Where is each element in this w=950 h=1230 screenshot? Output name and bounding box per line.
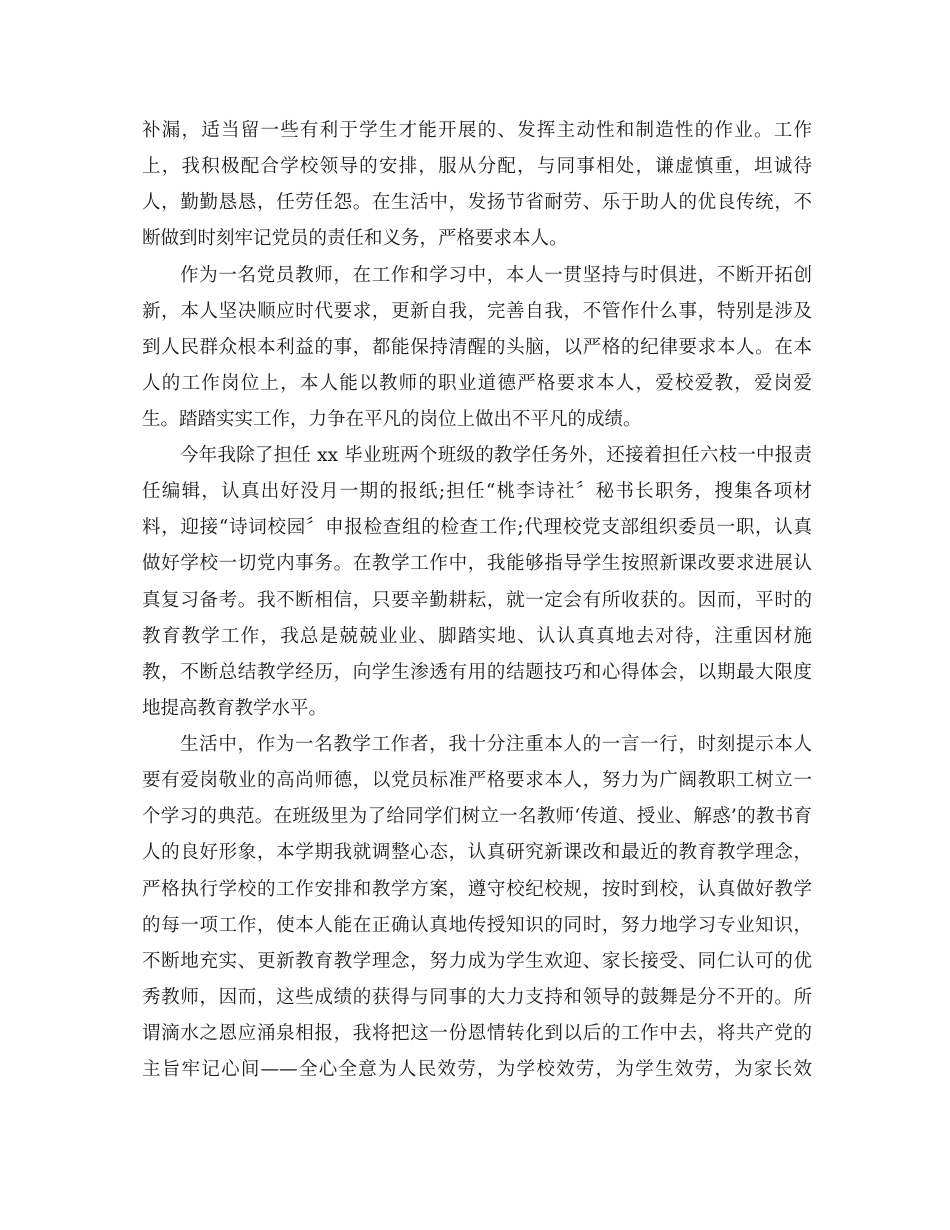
text-line: 任编辑，认真出好没月一期的报纸;担任“桃李诗社〞秘书长职务，搜集各项材: [142, 481, 812, 502]
text-line: 生。踏踏实实工作，力争在平凡的岗位上做出不平凡的成绩。: [142, 409, 642, 430]
text-line: 教育教学工作，我总是兢兢业业、脚踏实地、认认真真地去对待，注重因材施: [142, 626, 812, 647]
text-line: 个学习的典范。在班级里为了给同学们树立一名教师‘传道、授业、解惑’的教书育: [142, 806, 812, 827]
text-line: 要有爱岗敬业的高尚师德，以党员标准严格要求本人，努力为广阔教职工树立一: [142, 770, 812, 791]
text-line: 补漏，适当留一些有利于学生才能开展的、发挥主动性和制造性的作业。工作: [142, 120, 812, 141]
text-line: 新，本人坚决顺应时代要求，更新自我，完善自我，不管作什么事，特别是涉及: [142, 301, 812, 322]
text-line: 上，我积极配合学校领导的安排，服从分配，与同事相处，谦虚慎重，坦诚待: [142, 156, 812, 177]
paragraph-first-line: 作为一名党员教师，在工作和学习中，本人一贯坚持与时俱进，不断开拓创: [180, 265, 812, 286]
text-line: 地提高教育教学水平。: [142, 698, 328, 719]
text-line: 人的工作岗位上，本人能以教师的职业道德严格要求本人，爱校爱教，爱岗爱: [142, 373, 812, 394]
text-line: 人的良好形象，本学期我就调整心态，认真研究新课改和最近的教育教学理念，: [142, 842, 812, 863]
text-line: 秀教师，因而，这些成绩的获得与同事的大力支持和领导的鼓舞是分不开的。所: [142, 987, 812, 1008]
text-line: 真复习备考。我不断相信，只要辛勤耕耘，就一定会有所收获的。因而，平时的: [142, 590, 812, 611]
text-line: 料，迎接“诗词校园〞申报检查组的检查工作;代理校党支部组织委员一职，认真: [142, 517, 812, 538]
text-line: 主旨牢记心间——全心全意为人民效劳，为学校效劳，为学生效劳，为家长效: [142, 1059, 812, 1080]
text-line: 教，不断总结教学经历，向学生渗透有用的结题技巧和心得体会，以期最大限度: [142, 662, 812, 683]
text-line: 到人民群众根本利益的事，都能保持清醒的头脑，以严格的纪律要求本人。在本: [142, 337, 812, 358]
text-line: 断做到时刻牢记党员的责任和义务，严格要求本人。: [142, 228, 568, 249]
text-line: 的每一项工作，使本人能在正确认真地传授知识的同时，努力地学习专业知识，: [142, 915, 812, 936]
text-line: 人，勤勤恳恳，任劳任怨。在生活中，发扬节省耐劳、乐于助人的优良传统，不: [142, 192, 812, 213]
text-line: 严格执行学校的工作安排和教学方案，遵守校纪校规，按时到校，认真做好教学: [142, 879, 812, 900]
text-line: 做好学校一切党内事务。在教学工作中，我能够指导学生按照新课改要求进展认: [142, 553, 812, 574]
text-line: 谓滴水之恩应涌泉相报，我将把这一份恩情转化到以后的工作中去，将共产党的: [142, 1023, 812, 1044]
paragraph-first-line: 生活中，作为一名教学工作者，我十分注重本人的一言一行，时刻提示本人: [180, 734, 812, 755]
text-line: 不断地充实、更新教育教学理念，努力成为学生欢迎、家长接受、同仁认可的优: [142, 951, 812, 972]
paragraph-first-line: 今年我除了担任 xx 毕业班两个班级的教学任务外，还接着担任六枝一中报责: [180, 445, 812, 466]
